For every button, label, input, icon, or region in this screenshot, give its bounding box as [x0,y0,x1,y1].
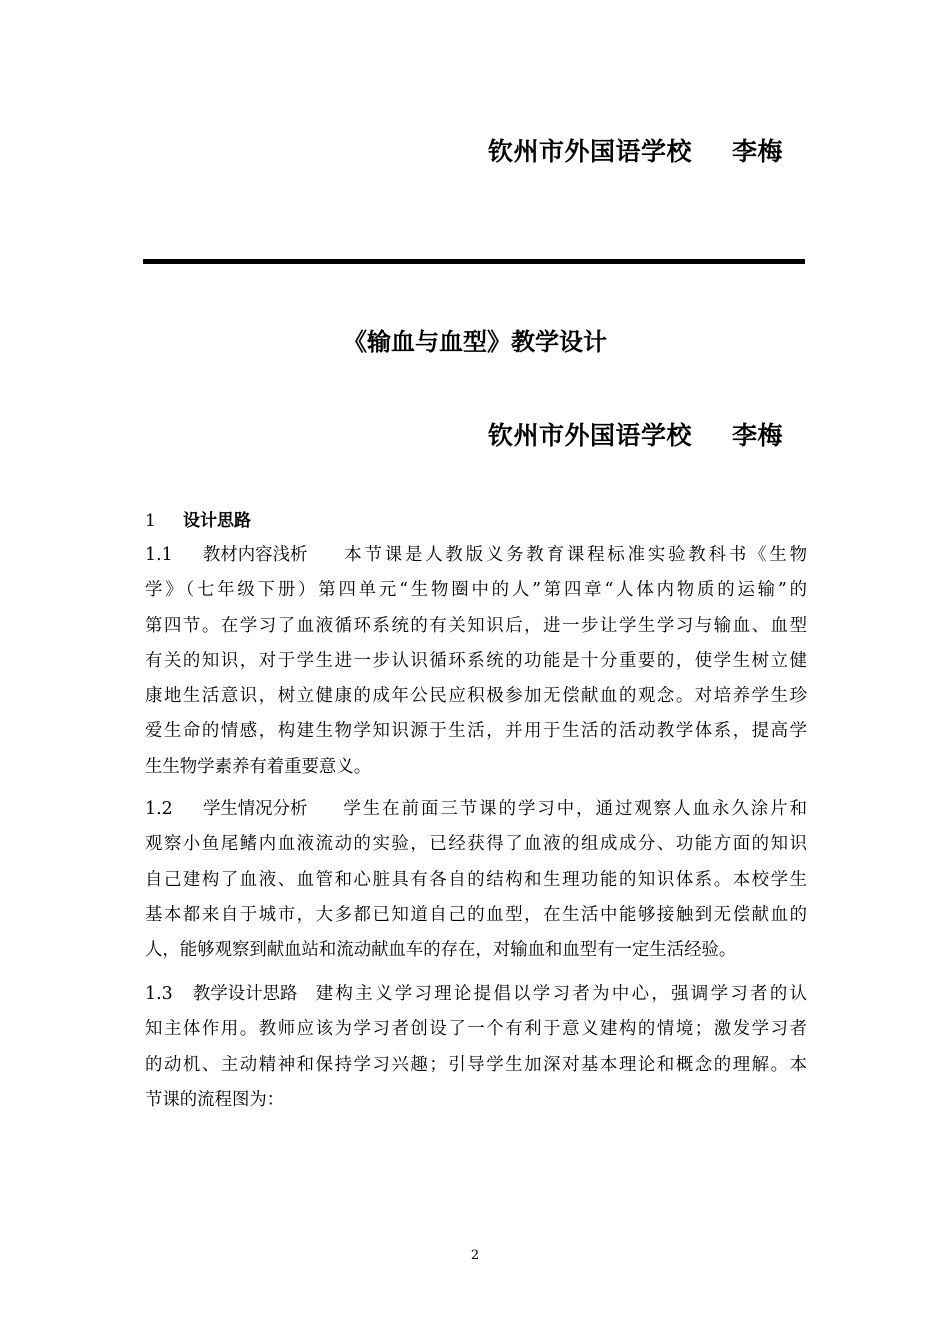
subsection-1-3-number: 1.3 [145,984,173,1004]
subsection-1-2-line [145,792,807,827]
paragraph-line: 基本都来自于城市，大多都已知道自己的血型，在生活中能够接触到无偿献血的 [145,904,807,925]
paragraph-line: 有关的知识，对于学生进一步认识循环系统的功能是十分重要的，使学生树立健 [145,650,807,671]
header-author [488,132,783,168]
paragraph-text: 学生在前面三节课的学习中，通过观察人血永久涂片和 [341,799,807,819]
paragraph-line: 的动机、主动精神和保持学习兴趣；引导学生加深对基本理论和概念的理解。本 [145,1054,807,1075]
page-number: 2 [470,1248,480,1263]
paragraph-line: 爱生命的情感，构建生物学知识源于生活，并用于生活的活动教学体系，提高学 [145,721,807,742]
header-school: 钦州市外国语学校 [488,137,693,166]
paragraph-line: 观察小鱼尾鳍内血液流动的实验，已经获得了血液的组成成分、功能方面的知识 [145,834,807,855]
subsection-1-3-label: 教学设计思路 [193,984,298,1004]
paragraph-line: 人，能够观察到献血站和流动献血车的存在，对输血和血型有一定生活经验。 [145,940,737,961]
section-1-title: 设计思路 [183,511,251,531]
byline-author: 李梅 [732,421,784,450]
byline [488,416,783,452]
paragraph-line: 自己建构了血液、血管和心脏具有各自的结构和生理功能的知识体系。本校学生 [145,869,807,890]
document-title: 《输血与血型》教学设计 [343,328,607,356]
paragraph-text: 建构主义学习理论提倡以学习者为中心，强调学习者的认 [313,984,807,1004]
paragraph-line: 知主体作用。教师应该为学习者创设了一个有利于意义建构的情境；激发学习者 [145,1019,807,1040]
paragraph-line: 康地生活意识，树立健康的成年公民应积极参加无偿献血的观念。对培养学生珍 [145,686,807,707]
subsection-1-1-line [145,538,807,573]
subsection-1-2 [145,792,807,968]
header-author-name: 李梅 [732,137,784,166]
paragraph-text: 本节课是人教版义务教育课程标准实验教科书《生物 [341,545,807,565]
subsection-1-2-label: 学生情况分析 [203,799,308,819]
section-1-heading [145,506,251,531]
paragraph-line: 节课的流程图为： [145,1089,285,1110]
header-divider [143,259,805,264]
section-1-number: 1 [145,511,156,531]
byline-school: 钦州市外国语学校 [488,421,693,450]
paragraph-line: 第四节。在学习了血液循环系统的有关知识后，进一步让学生学习与输血、血型 [145,615,807,636]
subsection-1-1-label: 教材内容浅析 [203,545,308,565]
subsection-1-1-number: 1.1 [145,545,173,565]
subsection-1-3-line [145,977,807,1012]
subsection-1-2-number: 1.2 [145,799,173,819]
paragraph-line: 生生物学素养有着重要意义。 [145,756,372,777]
paragraph-line: 学》（七年级下册）第四单元“生物圈中的人”第四章“人体内物质的运输”的 [145,580,807,601]
subsection-1-3 [145,977,807,1118]
subsection-1-1 [145,538,807,785]
